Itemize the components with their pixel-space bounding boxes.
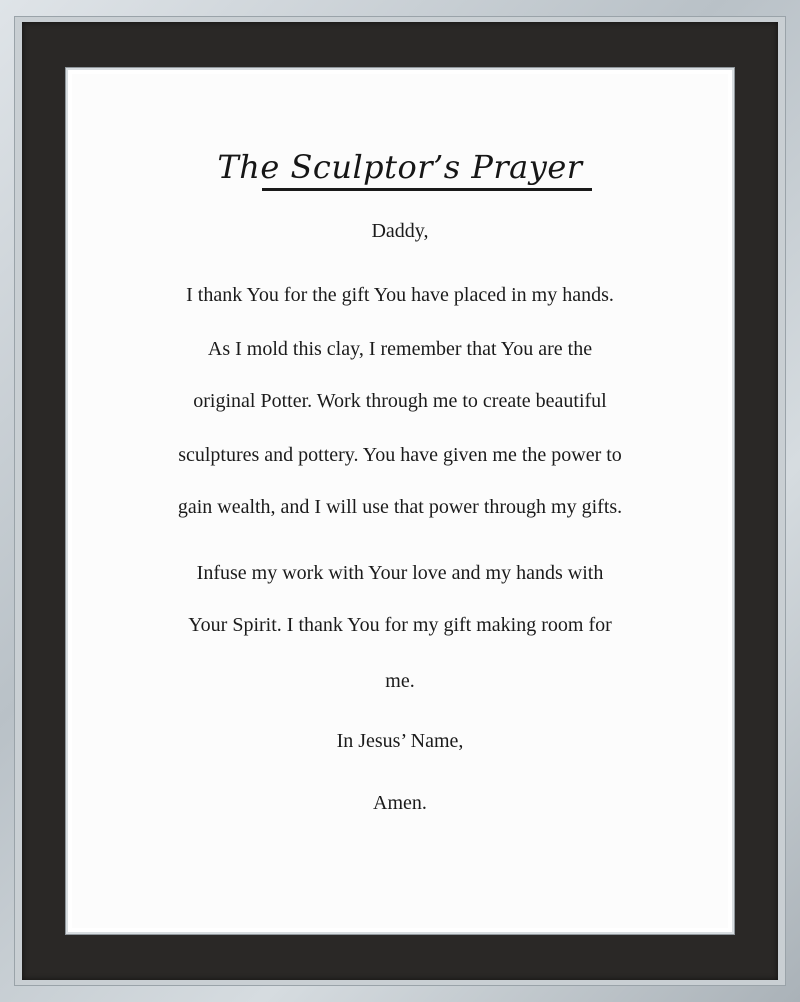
- prayer-title: The Sculptor’s Prayer: [217, 148, 583, 186]
- paragraph-1-line-2: As I mold this clay, I remember that You are the: [207, 338, 593, 360]
- paragraph-1-line-3: original Potter. Work through me to create beautiful: [193, 390, 607, 412]
- paragraph-2-line-2: Your Spirit. I thank You for my gift making room for: [188, 614, 612, 636]
- paragraph-2-line-1: Infuse my work with Your love and my hands with: [196, 562, 604, 584]
- signoff: Amen.: [373, 792, 427, 814]
- prayer-paper: [72, 74, 728, 928]
- paragraph-1-line-5: gain wealth, and I will use that power through my gifts.: [177, 496, 623, 518]
- paragraph-2-line-3: me.: [385, 670, 415, 692]
- paragraph-1-line-1: I thank You for the gift You have placed in my hands.: [186, 284, 614, 306]
- closing-line: In Jesus’ Name,: [336, 730, 464, 752]
- salutation: Daddy,: [371, 220, 429, 242]
- paragraph-1-line-4: sculptures and pottery. You have given me the power to: [178, 444, 622, 466]
- title-underline: [262, 188, 592, 191]
